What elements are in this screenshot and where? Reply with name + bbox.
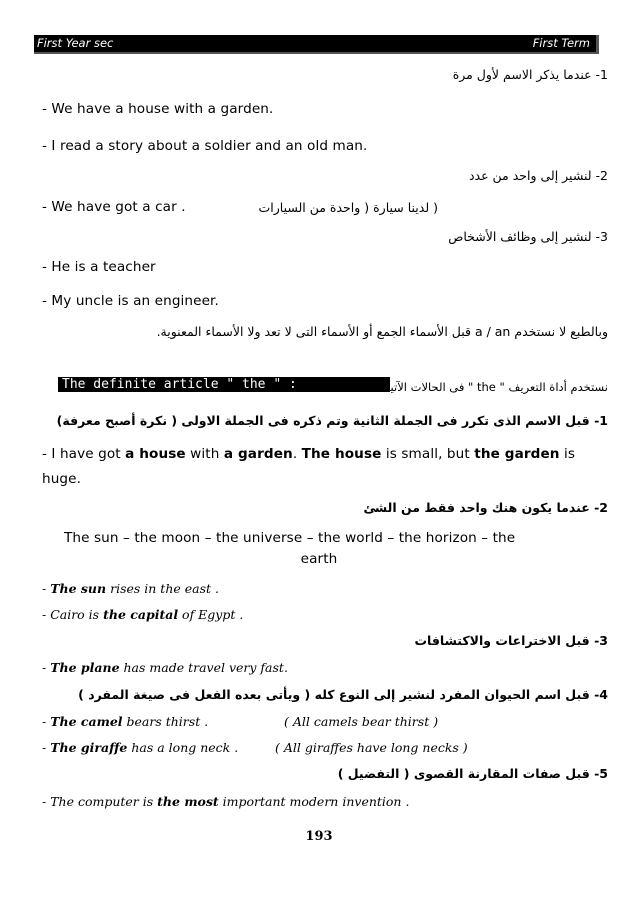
text-run: has made travel very fast. [119, 660, 288, 675]
definite-article-title [58, 377, 390, 392]
definite-rule-2: 2- عندما يكون هنك واحد فقط من الشئ [363, 500, 608, 515]
text-run: - Cairo is [42, 607, 104, 622]
rule-1: 1- عندما يذكر الاسم لأول مرة [452, 67, 608, 82]
definite-example-1 [42, 446, 575, 462]
definite-example-6-gloss: ( All giraffes have long necks ) [275, 740, 468, 755]
bold-run: The camel [50, 714, 123, 729]
definite-example-4 [42, 660, 288, 675]
text-run: - [42, 740, 51, 755]
example-3-translation: ( لدينا سيارة ( واحدة من السيارات [258, 200, 438, 215]
definite-rule-3: 3- قبل الاختراعات والاكتشافات [414, 633, 608, 648]
text-run: . [292, 446, 302, 462]
example-5: - My uncle is an engineer. [42, 293, 219, 309]
example-1: - We have a house with a garden. [42, 101, 274, 117]
example-3: - We have got a car . [42, 199, 186, 215]
text-run: rises in the east . [106, 581, 219, 596]
definite-usage-note: نستخدم أداة التعريف " the " فى الحالات الآتية : [376, 380, 608, 394]
definite-article-title-text: The definite article " the " : [62, 377, 297, 392]
bold-run: The plane [50, 660, 120, 675]
definite-example-7 [42, 794, 409, 809]
header-right: First Term [532, 36, 590, 50]
bold-run: the garden [474, 446, 560, 462]
unique-nouns-line-1: The sun – the moon – the universe – the world – the horizon – the [64, 530, 516, 546]
definite-example-6 [42, 740, 238, 755]
text-run: is small, but [381, 446, 475, 462]
definite-rule-5: 5- قبل صفات المقارنة القصوى ( التفضيل ) [337, 766, 608, 781]
text-run: of Egypt . [178, 607, 244, 622]
definite-rule-1: 1- قبل الاسم الذى تكرر فى الجملة الثانية وتم ذكره فى الجملة الاولى ( نكرة أصبح معرفة) [56, 413, 608, 428]
text-run: - [42, 660, 51, 675]
bold-run: a garden [223, 446, 293, 462]
definite-example-3 [42, 607, 243, 622]
header-left: First Year sec [37, 36, 114, 50]
text-run: important modern invention . [218, 794, 410, 809]
bold-run: The giraffe [50, 740, 128, 755]
text-run: with [185, 446, 224, 462]
definite-example-2 [42, 581, 219, 596]
page-header [34, 35, 599, 54]
bold-run: a house [125, 446, 186, 462]
rule-3: 3- لنشير إلى وظائف الأشخاص [448, 229, 608, 244]
bold-run: the most [157, 794, 219, 809]
rule-2: 2- لنشير إلى واحد من عدد [468, 168, 608, 183]
definite-rule-4: 4- قبل اسم الحيوان المفرد لنشير إلى النوع كله ( ويأتى بعده الفعل فى صيغة المفرد ) [78, 687, 608, 702]
text-run: has a long neck . [127, 740, 239, 755]
definite-example-5-gloss: ( All camels bear thirst ) [284, 714, 439, 729]
example-4: - He is a teacher [42, 259, 156, 275]
bold-run: The house [301, 446, 382, 462]
text-run: - I have got [42, 446, 126, 462]
text-run: bears thirst . [122, 714, 209, 729]
indefinite-note: وبالطبع لا نستخدم a / an قبل الأسماء الجمع أو الأسماء التى لا تعد ولا الأسماء المعنوية. [156, 324, 608, 339]
definite-example-1-cont: huge. [42, 471, 82, 487]
bold-run: the capital [103, 607, 179, 622]
definite-example-5 [42, 714, 208, 729]
page-number: 193 [305, 829, 333, 844]
text-run: - [42, 581, 51, 596]
text-run: - [42, 714, 51, 729]
text-run: is [559, 446, 576, 462]
bold-run: The sun [50, 581, 107, 596]
unique-nouns-line-2: earth [300, 551, 338, 567]
example-2: - I read a story about a soldier and an old man. [42, 138, 368, 154]
text-run: - The computer is [42, 794, 158, 809]
